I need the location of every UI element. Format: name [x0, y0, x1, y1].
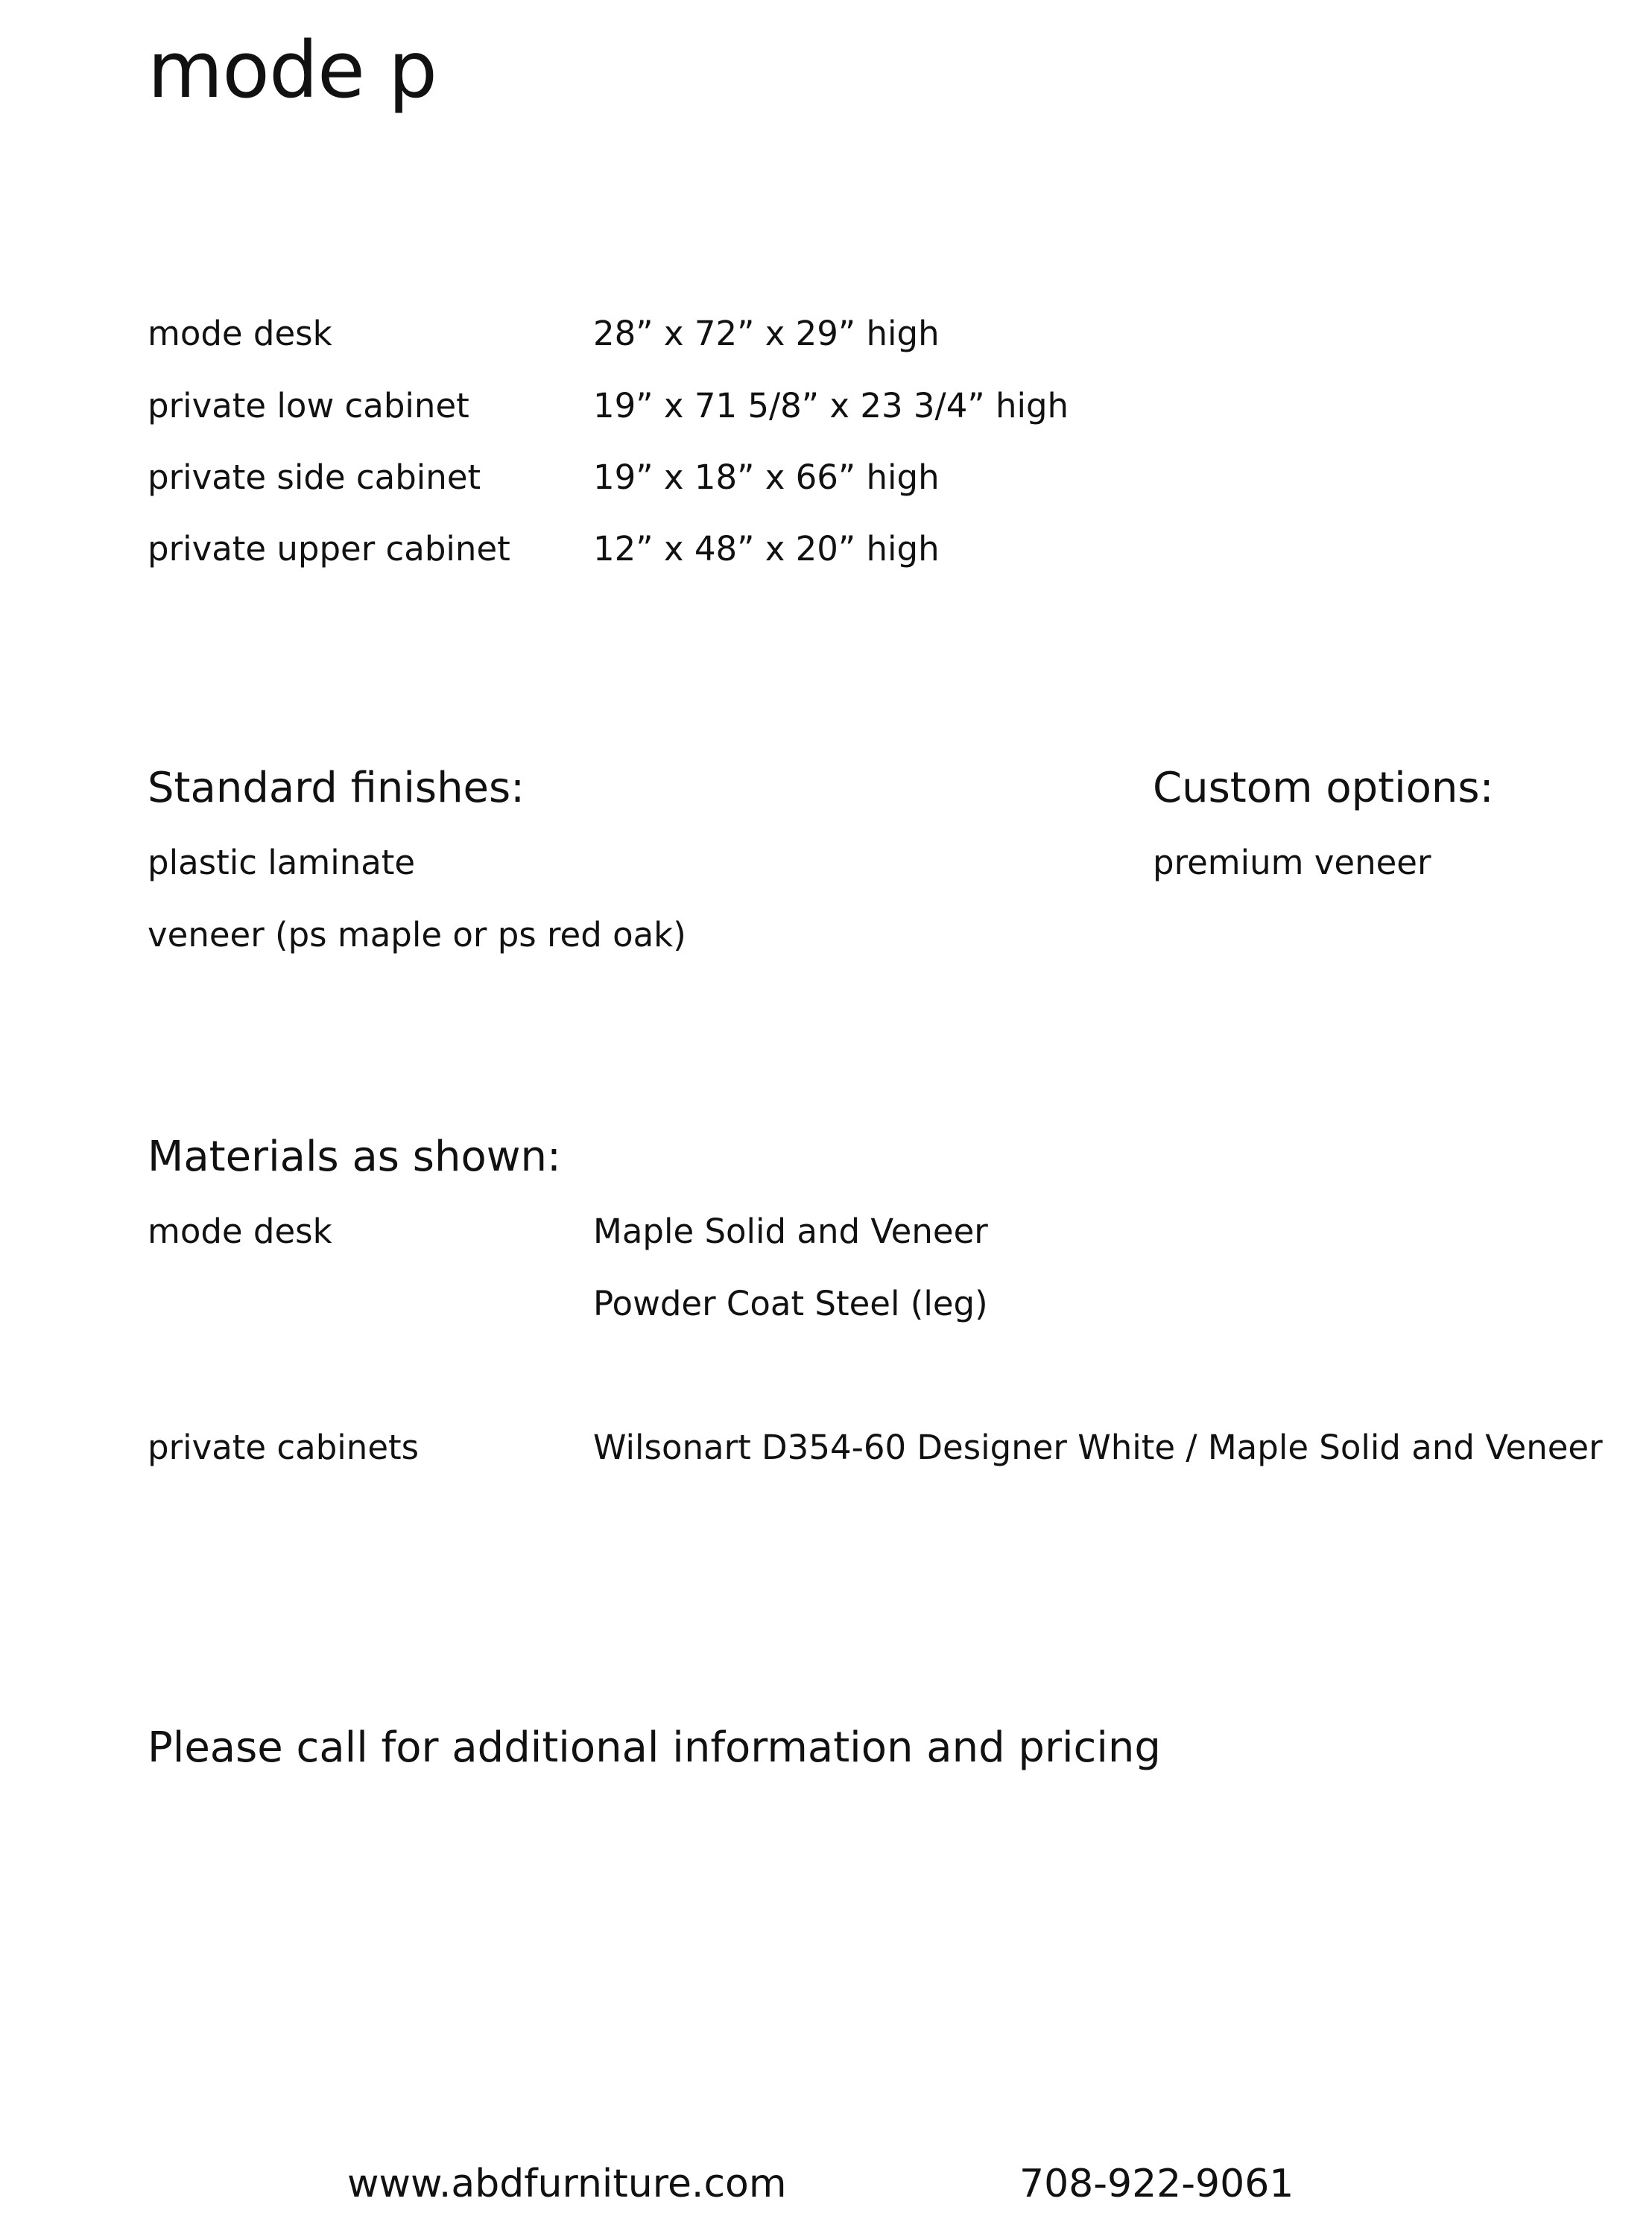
material-item-label: private cabinets	[148, 1428, 420, 1467]
dimension-item-label: private side cabinet	[148, 458, 481, 497]
closing-statement: Please call for additional information and pricing	[148, 1723, 1161, 1772]
page-title: mode p	[148, 25, 437, 115]
finish-item: veneer (ps maple or ps red oak)	[148, 915, 686, 955]
material-item-value: Powder Coat Steel (leg)	[593, 1284, 988, 1323]
dimension-item-label: private upper cabinet	[148, 529, 510, 569]
finish-item: plastic laminate	[148, 843, 416, 882]
dimension-item-label: private low cabinet	[148, 386, 469, 425]
website-link[interactable]: www.abdfurniture.com	[347, 2162, 787, 2206]
materials-heading: Materials as shown:	[148, 1133, 561, 1181]
material-item-value: Maple Solid and Veneer	[593, 1212, 988, 1251]
dimension-item-label: mode desk	[148, 314, 332, 353]
material-item-label: mode desk	[148, 1212, 332, 1251]
dimension-item-value: 19” x 71 5/8” x 23 3/4” high	[593, 386, 1069, 425]
dimension-item-value: 12” x 48” x 20” high	[593, 529, 940, 569]
standard-finishes-heading: Standard finishes:	[148, 764, 525, 812]
dimension-item-value: 28” x 72” x 29” high	[593, 314, 940, 353]
custom-option-item: premium veneer	[1153, 843, 1431, 882]
material-item-value: Wilsonart D354-60 Designer White / Maple Solid and Veneer	[593, 1428, 1603, 1467]
phone-number[interactable]: 708-922-9061	[1019, 2162, 1294, 2206]
dimension-item-value: 19” x 18” x 66” high	[593, 458, 940, 497]
custom-options-heading: Custom options:	[1153, 764, 1494, 812]
